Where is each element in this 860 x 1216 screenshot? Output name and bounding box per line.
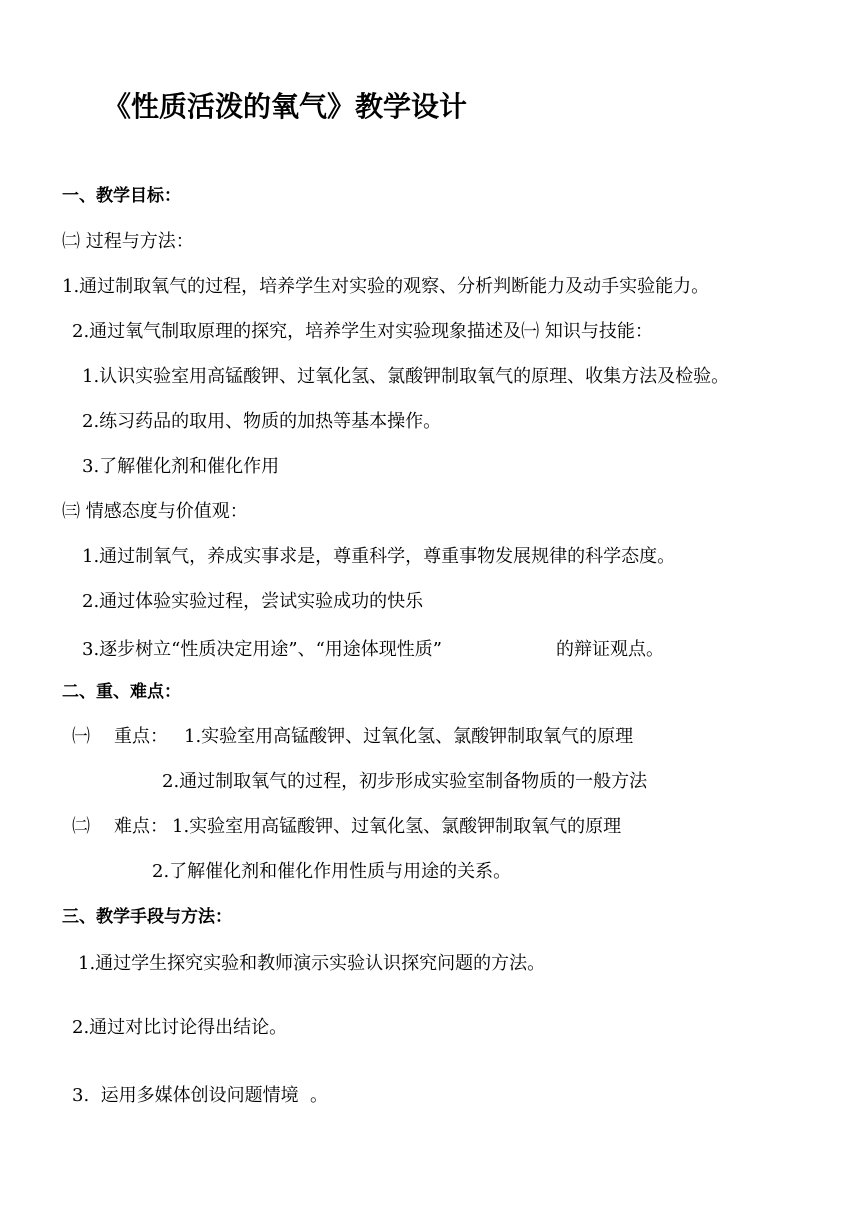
difficult-points-label: 难点： (114, 816, 168, 837)
objective-line: 1.认识实验室用高锰酸钾、过氧化氢、氯酸钾制取氧气的原理、收集方法及检验。 (82, 366, 730, 387)
method-line: 2.通过对比讨论得出结论。 (72, 1017, 288, 1038)
objective-line: 2.通过氧气制取原理的探究，培养学生对实验现象描述及㈠ 知识与技能： (72, 321, 653, 342)
key-points-label: 重点： (114, 726, 168, 747)
objective-line: 2.练习药品的取用、物质的加热等基本操作。 (82, 411, 442, 432)
difficult-point-line: 1.实验室用高锰酸钾、过氧化氢、氯酸钾制取氧气的原理 (172, 816, 622, 837)
section-heading-objectives: 一、教学目标： (62, 186, 181, 206)
method-line: 3. 运用多媒体创设问题情境 。 (72, 1085, 329, 1106)
objective-line: 1.通过制氧气，养成实事求是，尊重科学，尊重事物发展规律的科学态度。 (82, 546, 676, 567)
objective-line: 3.了解催化剂和催化作用 (82, 456, 280, 477)
objective-line: 2.通过体验实验过程，尝试实验成功的快乐 (82, 591, 424, 612)
document-title: 《性质活泼的氧气》教学设计 (103, 90, 468, 123)
difficult-point-line: 2.了解催化剂和催化作用性质与用途的关系。 (152, 861, 512, 882)
key-point-line: 1.实验室用高锰酸钾、过氧化氢、氯酸钾制取氧气的原理 (184, 726, 634, 747)
objective-line: 1.通过制取氧气的过程，培养学生对实验的观察、分析判断能力及动手实验能力。 (62, 276, 710, 297)
section-heading-teaching-methods: 三、教学手段与方法： (62, 907, 232, 927)
section-heading-key-difficult-points: 二、重、难点： (62, 682, 181, 702)
subheading-attitudes-values: ㈢ 情感态度与价值观： (62, 501, 248, 522)
key-points-marker: ㈠ (72, 726, 90, 747)
subheading-process-methods: ㈡ 过程与方法： (62, 231, 194, 252)
objective-line: 3.逐步树立“性质决定用途”、“用途体现性质” (82, 639, 442, 660)
key-point-line: 2.通过制取氧气的过程，初步形成实验室制备物质的一般方法 (162, 771, 648, 792)
method-line: 1.通过学生探究实验和教师演示实验认识探究问题的方法。 (78, 953, 546, 974)
objective-line-tail: 的辩证观点。 (556, 639, 664, 660)
difficult-points-marker: ㈡ (72, 816, 90, 837)
